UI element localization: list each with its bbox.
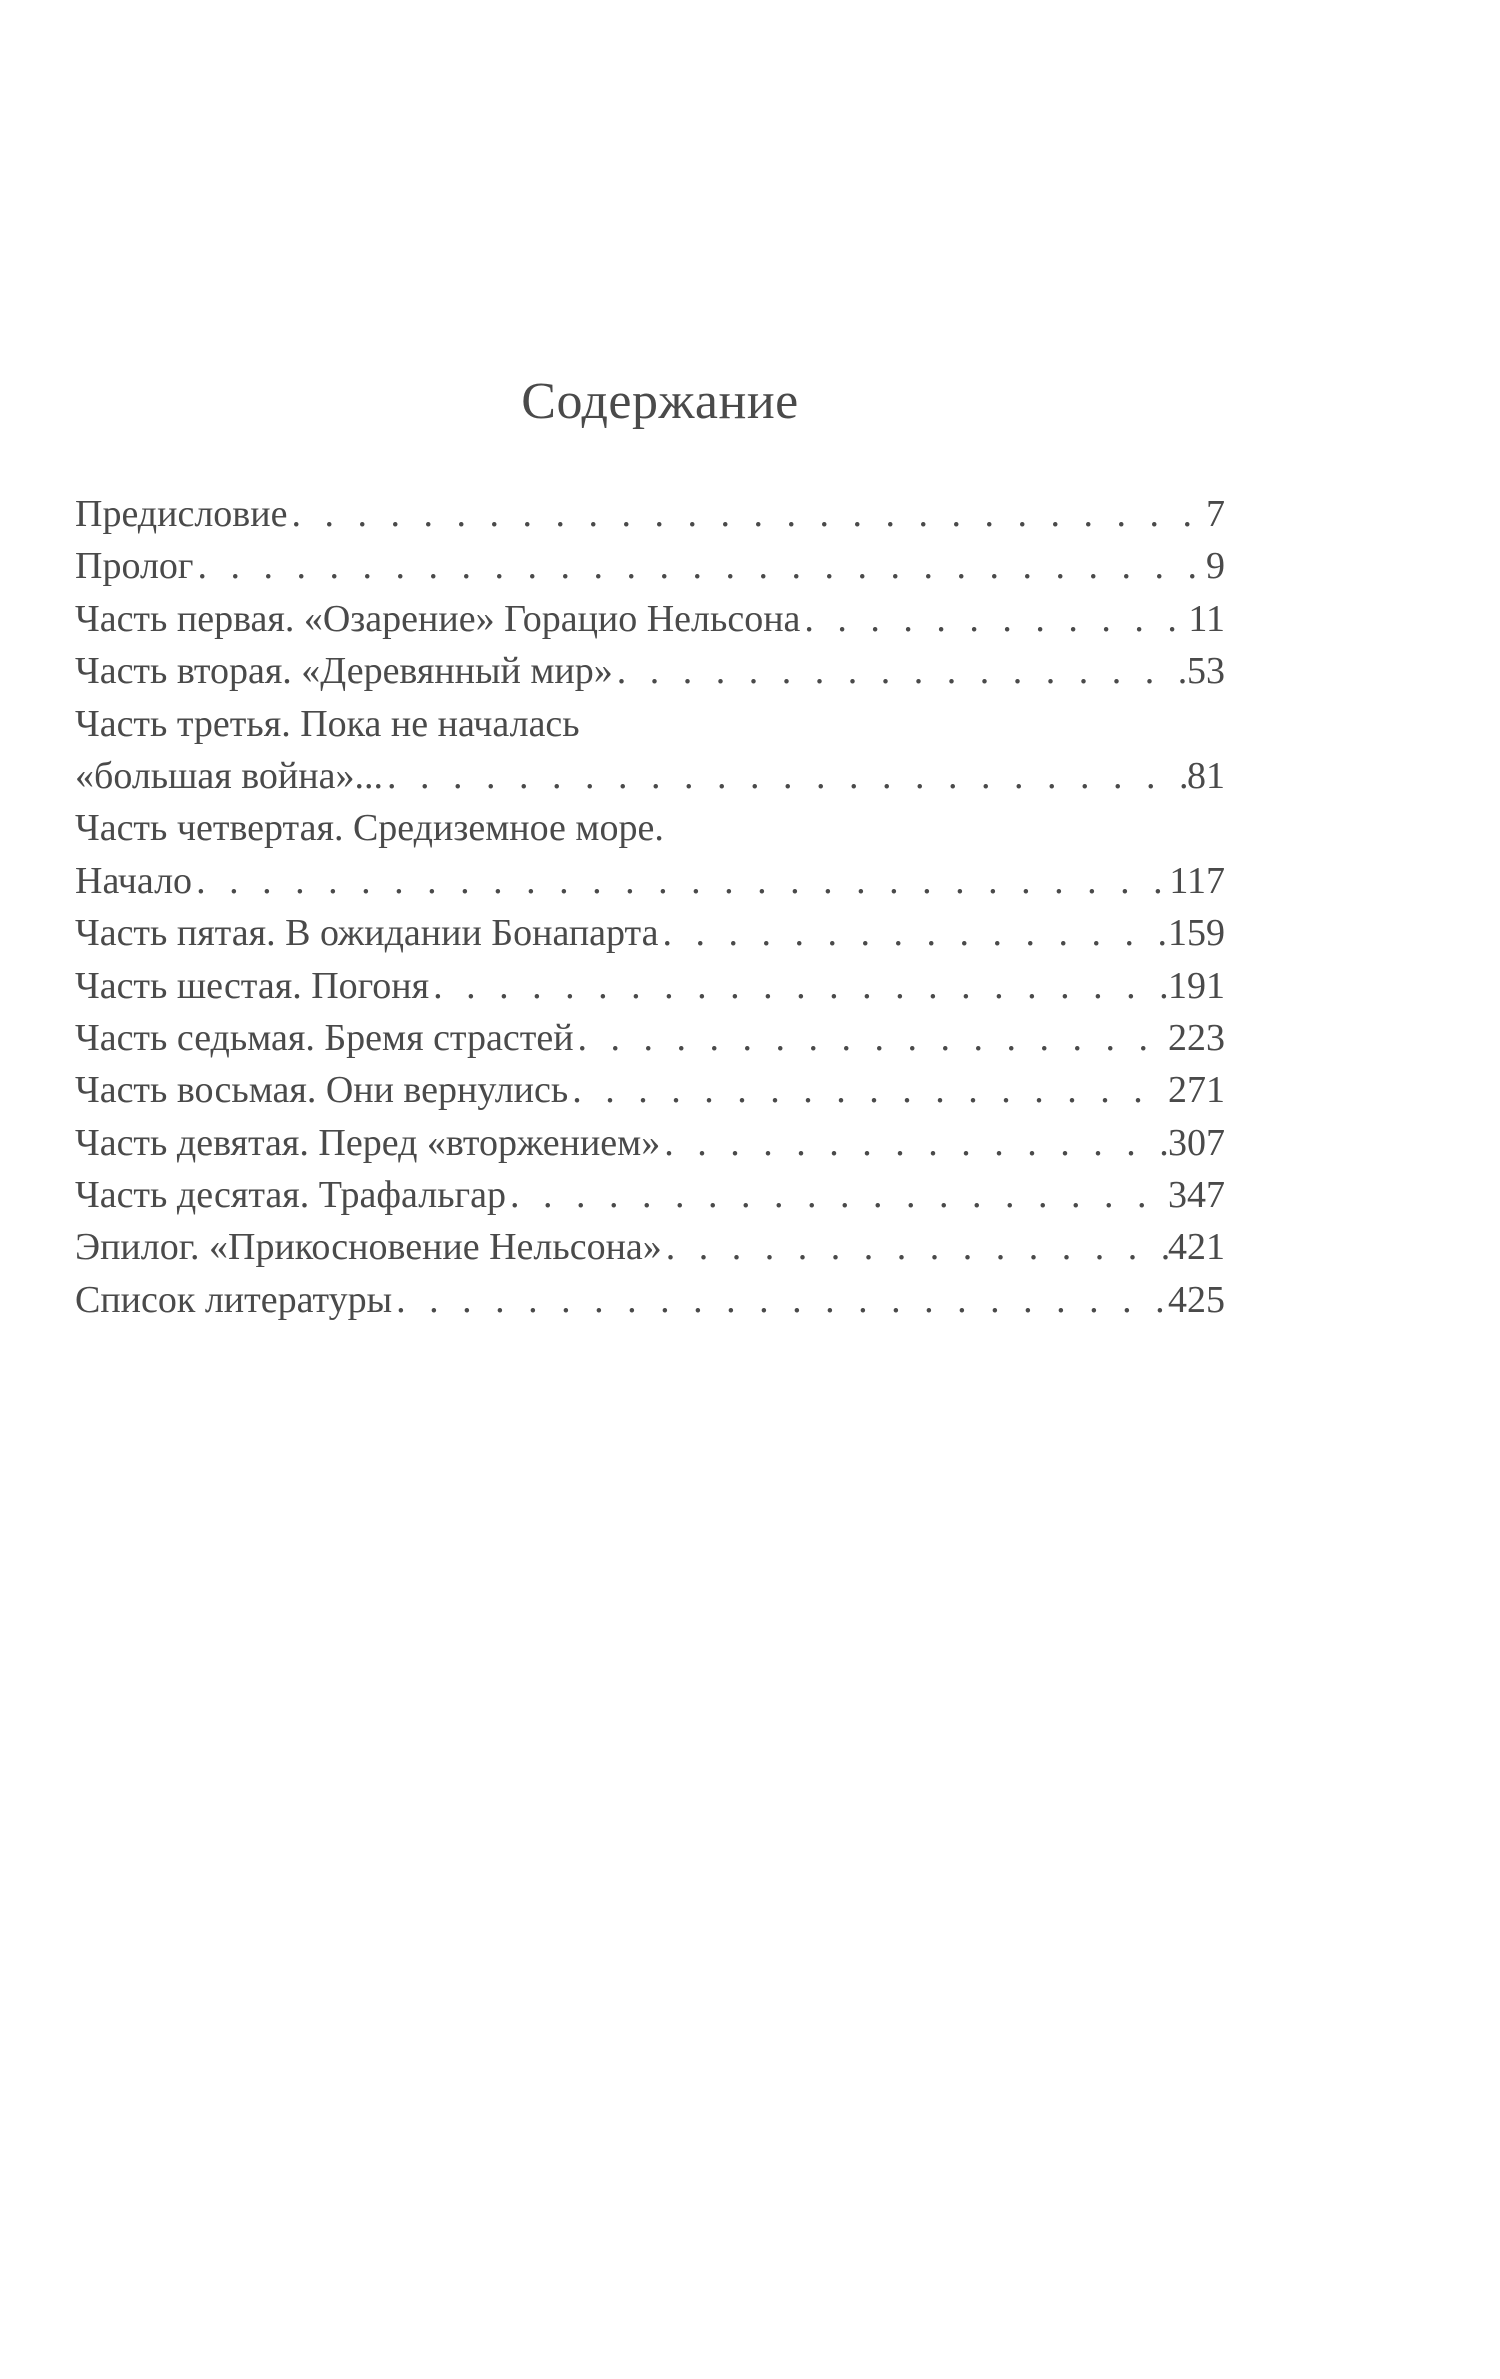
toc-leader-dots	[392, 1274, 1168, 1326]
toc-line	[75, 488, 1225, 540]
toc-leader-dots	[800, 593, 1188, 645]
toc-leader-dots	[287, 488, 1195, 540]
toc-page-number: 421	[1168, 1226, 1225, 1269]
toc-leader-dots	[658, 907, 1168, 959]
toc-line	[75, 645, 1225, 697]
toc-leader-dots	[429, 960, 1168, 1012]
toc-leader-dots	[660, 1117, 1168, 1169]
toc-entry-label: Начало	[75, 859, 193, 902]
toc-entry-label: Предисловие	[75, 493, 288, 535]
toc-page-number: 191	[1168, 964, 1225, 1007]
toc-entry-label: Часть третья. Пока не началась	[75, 702, 580, 745]
toc-list	[75, 488, 1225, 1326]
toc-page-number: 81	[1187, 754, 1225, 797]
toc-leader-dots	[383, 750, 1187, 802]
toc-page-number: 425	[1168, 1278, 1225, 1321]
toc-entry-label: Часть восьмая. Они вернулись	[75, 1069, 569, 1112]
toc-entry-label: Часть девятая. Перед «вторжением»	[75, 1121, 661, 1164]
toc-line	[75, 1012, 1225, 1064]
toc-leader-dots	[506, 1169, 1168, 1221]
toc-entry-label: Список литературы	[75, 1278, 393, 1321]
toc-line	[75, 1169, 1225, 1221]
toc-entry-label: Пролог	[75, 545, 194, 588]
toc-line	[75, 1274, 1225, 1326]
toc-page-number: 347	[1168, 1174, 1225, 1217]
toc-line	[75, 698, 1225, 750]
toc-page-number: 53	[1187, 650, 1225, 693]
toc-line	[75, 960, 1225, 1012]
toc-page-number: 9	[1206, 545, 1225, 588]
toc-page-number: 11	[1188, 597, 1225, 640]
toc-entry-label: Часть седьмая. Бремя страстей	[75, 1016, 574, 1059]
toc-line	[75, 907, 1225, 959]
toc-leader-dots	[192, 855, 1169, 907]
toc-leader-dots	[613, 645, 1187, 697]
toc-page-number: 159	[1168, 912, 1225, 955]
toc-entry-label: Часть десятая. Трафальгар	[75, 1174, 506, 1217]
toc-entry-label: Часть четвертая. Средиземное море.	[75, 807, 664, 850]
toc-page-number: 223	[1168, 1016, 1225, 1059]
toc-title: Содержание	[521, 373, 799, 430]
toc-leader-dots	[568, 1064, 1168, 1116]
toc-leader-dots	[194, 540, 1196, 592]
toc-entry-label: Часть шестая. Погоня	[75, 964, 430, 1007]
toc-line	[75, 1221, 1225, 1273]
toc-line	[75, 1117, 1225, 1169]
toc-line	[75, 1064, 1225, 1116]
toc-entry-label: Эпилог. «Прикосновение Нельсона»	[75, 1226, 662, 1269]
toc-entry-label: «большая война»...	[75, 754, 383, 797]
toc-leader-dots	[662, 1221, 1168, 1273]
toc-page-number: 7	[1206, 493, 1225, 535]
toc-line	[75, 540, 1225, 592]
toc-page-number: 271	[1168, 1069, 1225, 1112]
toc-entry-label: Часть первая. «Озарение» Горацио Нельсона	[75, 597, 801, 640]
toc-page-number: 117	[1169, 859, 1225, 902]
toc-entry-label: Часть пятая. В ожидании Бонапарта	[75, 912, 659, 955]
toc-line	[75, 802, 1225, 854]
toc-line	[75, 593, 1225, 645]
toc-line	[75, 855, 1225, 907]
toc-leader-dots	[574, 1012, 1168, 1064]
toc-line	[75, 750, 1225, 802]
toc-page-number: 307	[1168, 1121, 1225, 1164]
toc-entry-label: Часть вторая. «Деревянный мир»	[75, 650, 613, 693]
